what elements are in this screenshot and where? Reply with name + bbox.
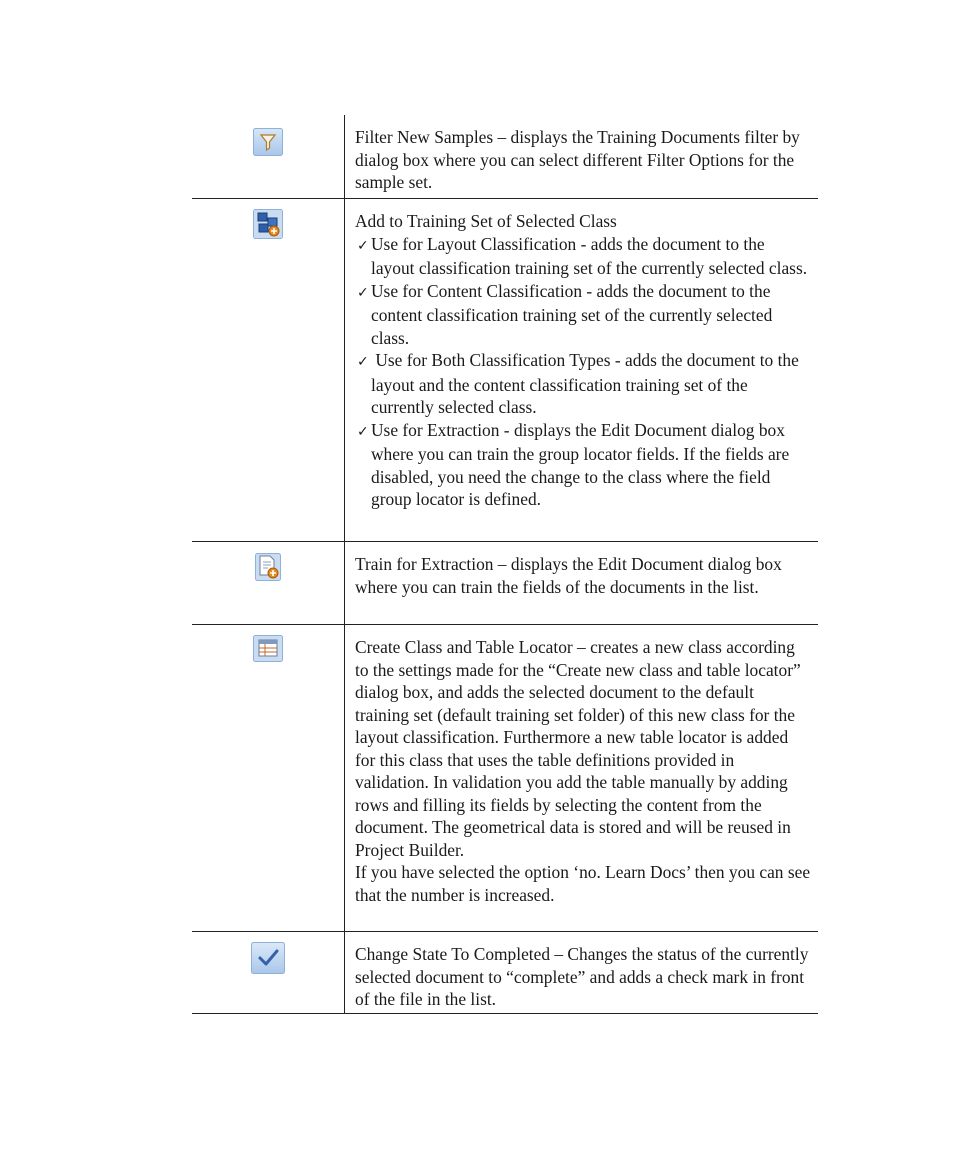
add-training-heading: Add to Training Set of Selected Class <box>355 211 617 231</box>
train-extraction-description: Train for Extraction – displays the Edit Document dialog box where you can train the fields of the documents in the list. <box>355 554 782 597</box>
icon-cell <box>192 625 345 931</box>
check-icon: ✓ <box>357 423 369 440</box>
description-cell <box>345 115 818 198</box>
description-cell <box>345 199 818 541</box>
description-cell <box>345 932 818 1013</box>
change-state-description: Change State To Completed – Changes the status of the currently selected document to “complete” and adds a check mark in front of the file in the list. <box>355 944 809 1009</box>
description-cell <box>345 625 818 931</box>
check-icon: ✓ <box>357 284 369 301</box>
checklist-item: ✓ Use for Content Classification - adds the document to the content classification training set of the currently selected class. <box>357 280 773 348</box>
icon-cell <box>192 199 345 541</box>
table-row <box>192 542 818 625</box>
train-extraction-document-icon <box>255 553 281 586</box>
icon-cell <box>192 542 345 624</box>
description-cell <box>345 542 818 624</box>
icon-description-table <box>192 115 818 1014</box>
table-locator-note: If you have selected the option ‘no. Learn Docs’ then you can see that the number is increased. <box>355 862 811 905</box>
table-row <box>192 625 818 932</box>
checklist-item: ✓ Use for Extraction - displays the Edit Document dialog box where you can train the group locator fields. If the fields are disabled, you need the change to the class where the field group locator is defined. <box>357 419 790 509</box>
table-locator-description: Create Class and Table Locator – creates a new class according to the settings made for the “Create new class and table locator” dialog box, and adds the selected document to the default training set (default training set folder) of this new class for the layout classification. Furthermore a new table locator is added for this class that uses the table definitions provided in validation. In validation you add the table manually by adding rows and filling its fields by selecting the content from the document. The geometrical data is stored and will be reused in Project Builder. <box>355 637 801 860</box>
icon-cell <box>192 115 345 198</box>
table-row <box>192 115 818 199</box>
check-icon: ✓ <box>357 354 369 370</box>
table-locator-icon <box>253 635 283 667</box>
table-row <box>192 932 818 1014</box>
icon-cell <box>192 932 345 1013</box>
checklist-item: ✓ Use for Layout Classification - adds the document to the layout classification training set of the currently selected class. <box>357 233 808 278</box>
filter-funnel-icon <box>253 128 283 161</box>
filter-description: Filter New Samples – displays the Training Documents filter by dialog box where you can select different Filter Options for the sample set. <box>355 127 800 192</box>
checklist-item: ✓ Use for Both Classification Types - adds the document to the layout and the content classification training set of the currently selected class. <box>357 350 799 417</box>
table-row <box>192 199 818 542</box>
checkmark-completed-icon <box>251 942 285 979</box>
check-icon: ✓ <box>357 237 369 254</box>
add-to-training-set-icon <box>253 209 283 244</box>
